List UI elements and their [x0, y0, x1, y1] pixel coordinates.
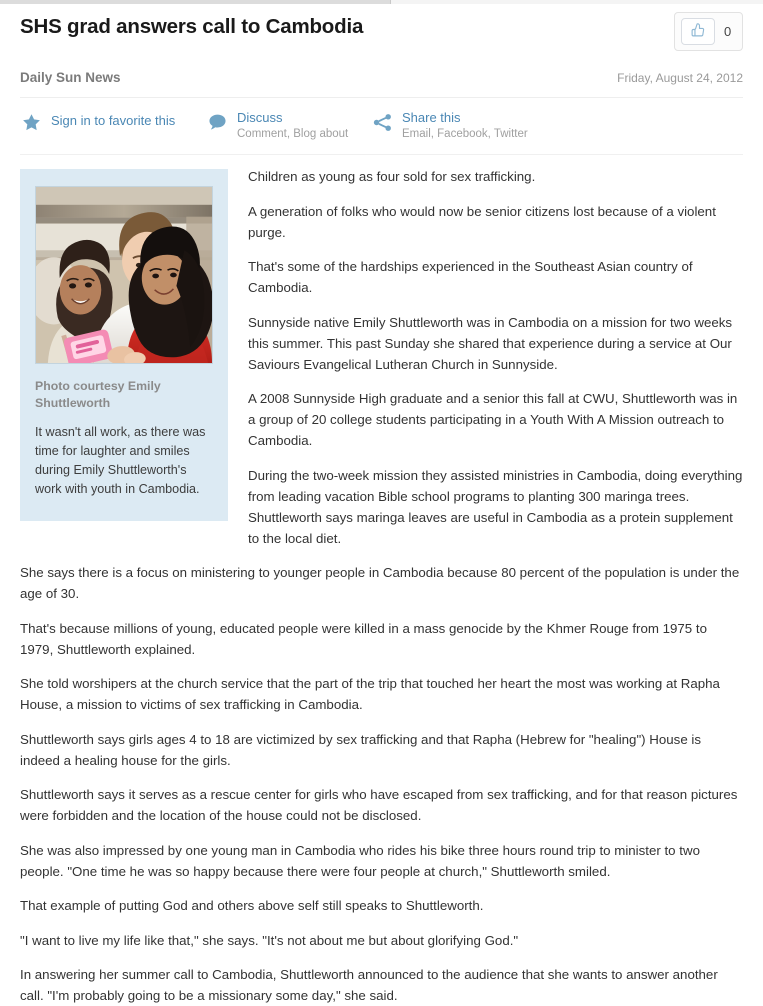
discuss-action-sub: Comment, Blog about	[237, 128, 349, 140]
article-body	[20, 155, 743, 1006]
article-paragraph: She was also impressed by one young man in Cambodia who rides his bike three hours round trip to minister to two people. "One time he was so happy because there were four people at church," Shuttleworth smiled.	[20, 842, 700, 879]
article-paragraph: A generation of folks who would now be senior citizens lost because of a violent purge.	[248, 203, 716, 240]
favorite-action[interactable]	[20, 110, 206, 133]
page-title: SHS grad answers call to Cambodia	[20, 15, 364, 38]
article-paragraph: In answering her summer call to Cambodia, Shuttleworth announced to the audience that she wants to answer another call. "I'm probably going to be a missionary some day," she said.	[20, 967, 718, 1003]
article-paragraph: She says there is a focus on ministering to younger people in Cambodia because 80 percent of the population is under the age of 30.	[20, 565, 740, 601]
photo-artwork	[36, 187, 212, 363]
article-figure	[20, 169, 228, 521]
share-icon	[371, 111, 393, 133]
dateline	[20, 70, 743, 98]
like-widget	[674, 12, 743, 51]
article-paragraph: Shuttleworth says it serves as a rescue center for girls who have escaped from sex trafficking, and for that reason pictures were forbidden and the location of the house could not be disclosed.	[20, 787, 738, 823]
article-paragraph: That example of putting God and others above self still speaks to Shuttleworth.	[20, 898, 484, 913]
article-paragraph: A 2008 Sunnyside High graduate and a senior this fall at CWU, Shuttleworth was in a group of 20 college students participating in a Youth With A Mission outreach to Cambodia.	[248, 391, 738, 448]
favorite-action-text	[51, 110, 175, 132]
discuss-action-text	[237, 110, 348, 142]
thumbs-up-icon	[690, 21, 707, 43]
article-page	[0, 4, 763, 1006]
headline-row	[20, 4, 743, 56]
article-paragraph: During the two-week mission they assisted ministries in Cambodia, doing everything from leading vacation Bible school programs to planting 300 maringa trees. Shuttleworth says maringa leaves are useful in Cambodia as a protein supplement to the local diet.	[248, 467, 743, 546]
like-button[interactable]	[681, 18, 715, 45]
article-paragraph: Sunnyside native Emily Shuttleworth was in Cambodia on a mission for two weeks this summer. This past Sunday she shared that experience during a service at Our Saviours Evangelical Lutheran Church in Sunnyside.	[248, 314, 733, 372]
share-action-sub: Email, Facebook, Twitter	[402, 128, 528, 140]
star-icon	[20, 111, 42, 133]
photo-credit: Photo courtesy Emily Shuttleworth	[35, 379, 161, 410]
discuss-action-label: Discuss	[237, 110, 283, 125]
article-photo	[35, 186, 213, 364]
discuss-action[interactable]	[206, 110, 371, 142]
share-action-label: Share this	[402, 110, 461, 125]
favorite-action-label: Sign in to favorite this	[51, 113, 176, 128]
publish-date: Friday, August 24, 2012	[617, 71, 743, 85]
share-action-text	[402, 110, 528, 142]
article-paragraph: That's some of the hardships experienced in the Southeast Asian country of Cambodia.	[248, 259, 693, 295]
article-paragraph: She told worshipers at the church service that the part of the trip that touched her heart the most was working at Rapha House, a mission to victims of sex trafficking in Cambodia.	[20, 676, 720, 712]
article-paragraph: "I want to live my life like that," she says. "It's not about me but about glorifying God."	[20, 932, 519, 948]
photo-caption: It wasn't all work, as there was time for laughter and smiles during Emily Shuttleworth's work with youth in Cambodia.	[35, 425, 206, 496]
share-action[interactable]	[371, 110, 528, 142]
action-bar	[20, 98, 743, 155]
speech-bubble-icon	[206, 111, 228, 133]
article-paragraph: Shuttleworth says girls ages 4 to 18 are victimized by sex trafficking and that Rapha (Hebrew for "healing") House is indeed a healing house for the girls.	[20, 731, 702, 768]
source-name: Daily Sun News	[20, 70, 121, 85]
article-paragraph: Children as young as four sold for sex trafficking.	[248, 169, 536, 184]
like-count: 0	[724, 24, 732, 39]
article-paragraph: That's because millions of young, educated people were killed in a mass genocide by the Khmer Rouge from 1975 to 1979, Shuttleworth explained.	[20, 620, 707, 657]
